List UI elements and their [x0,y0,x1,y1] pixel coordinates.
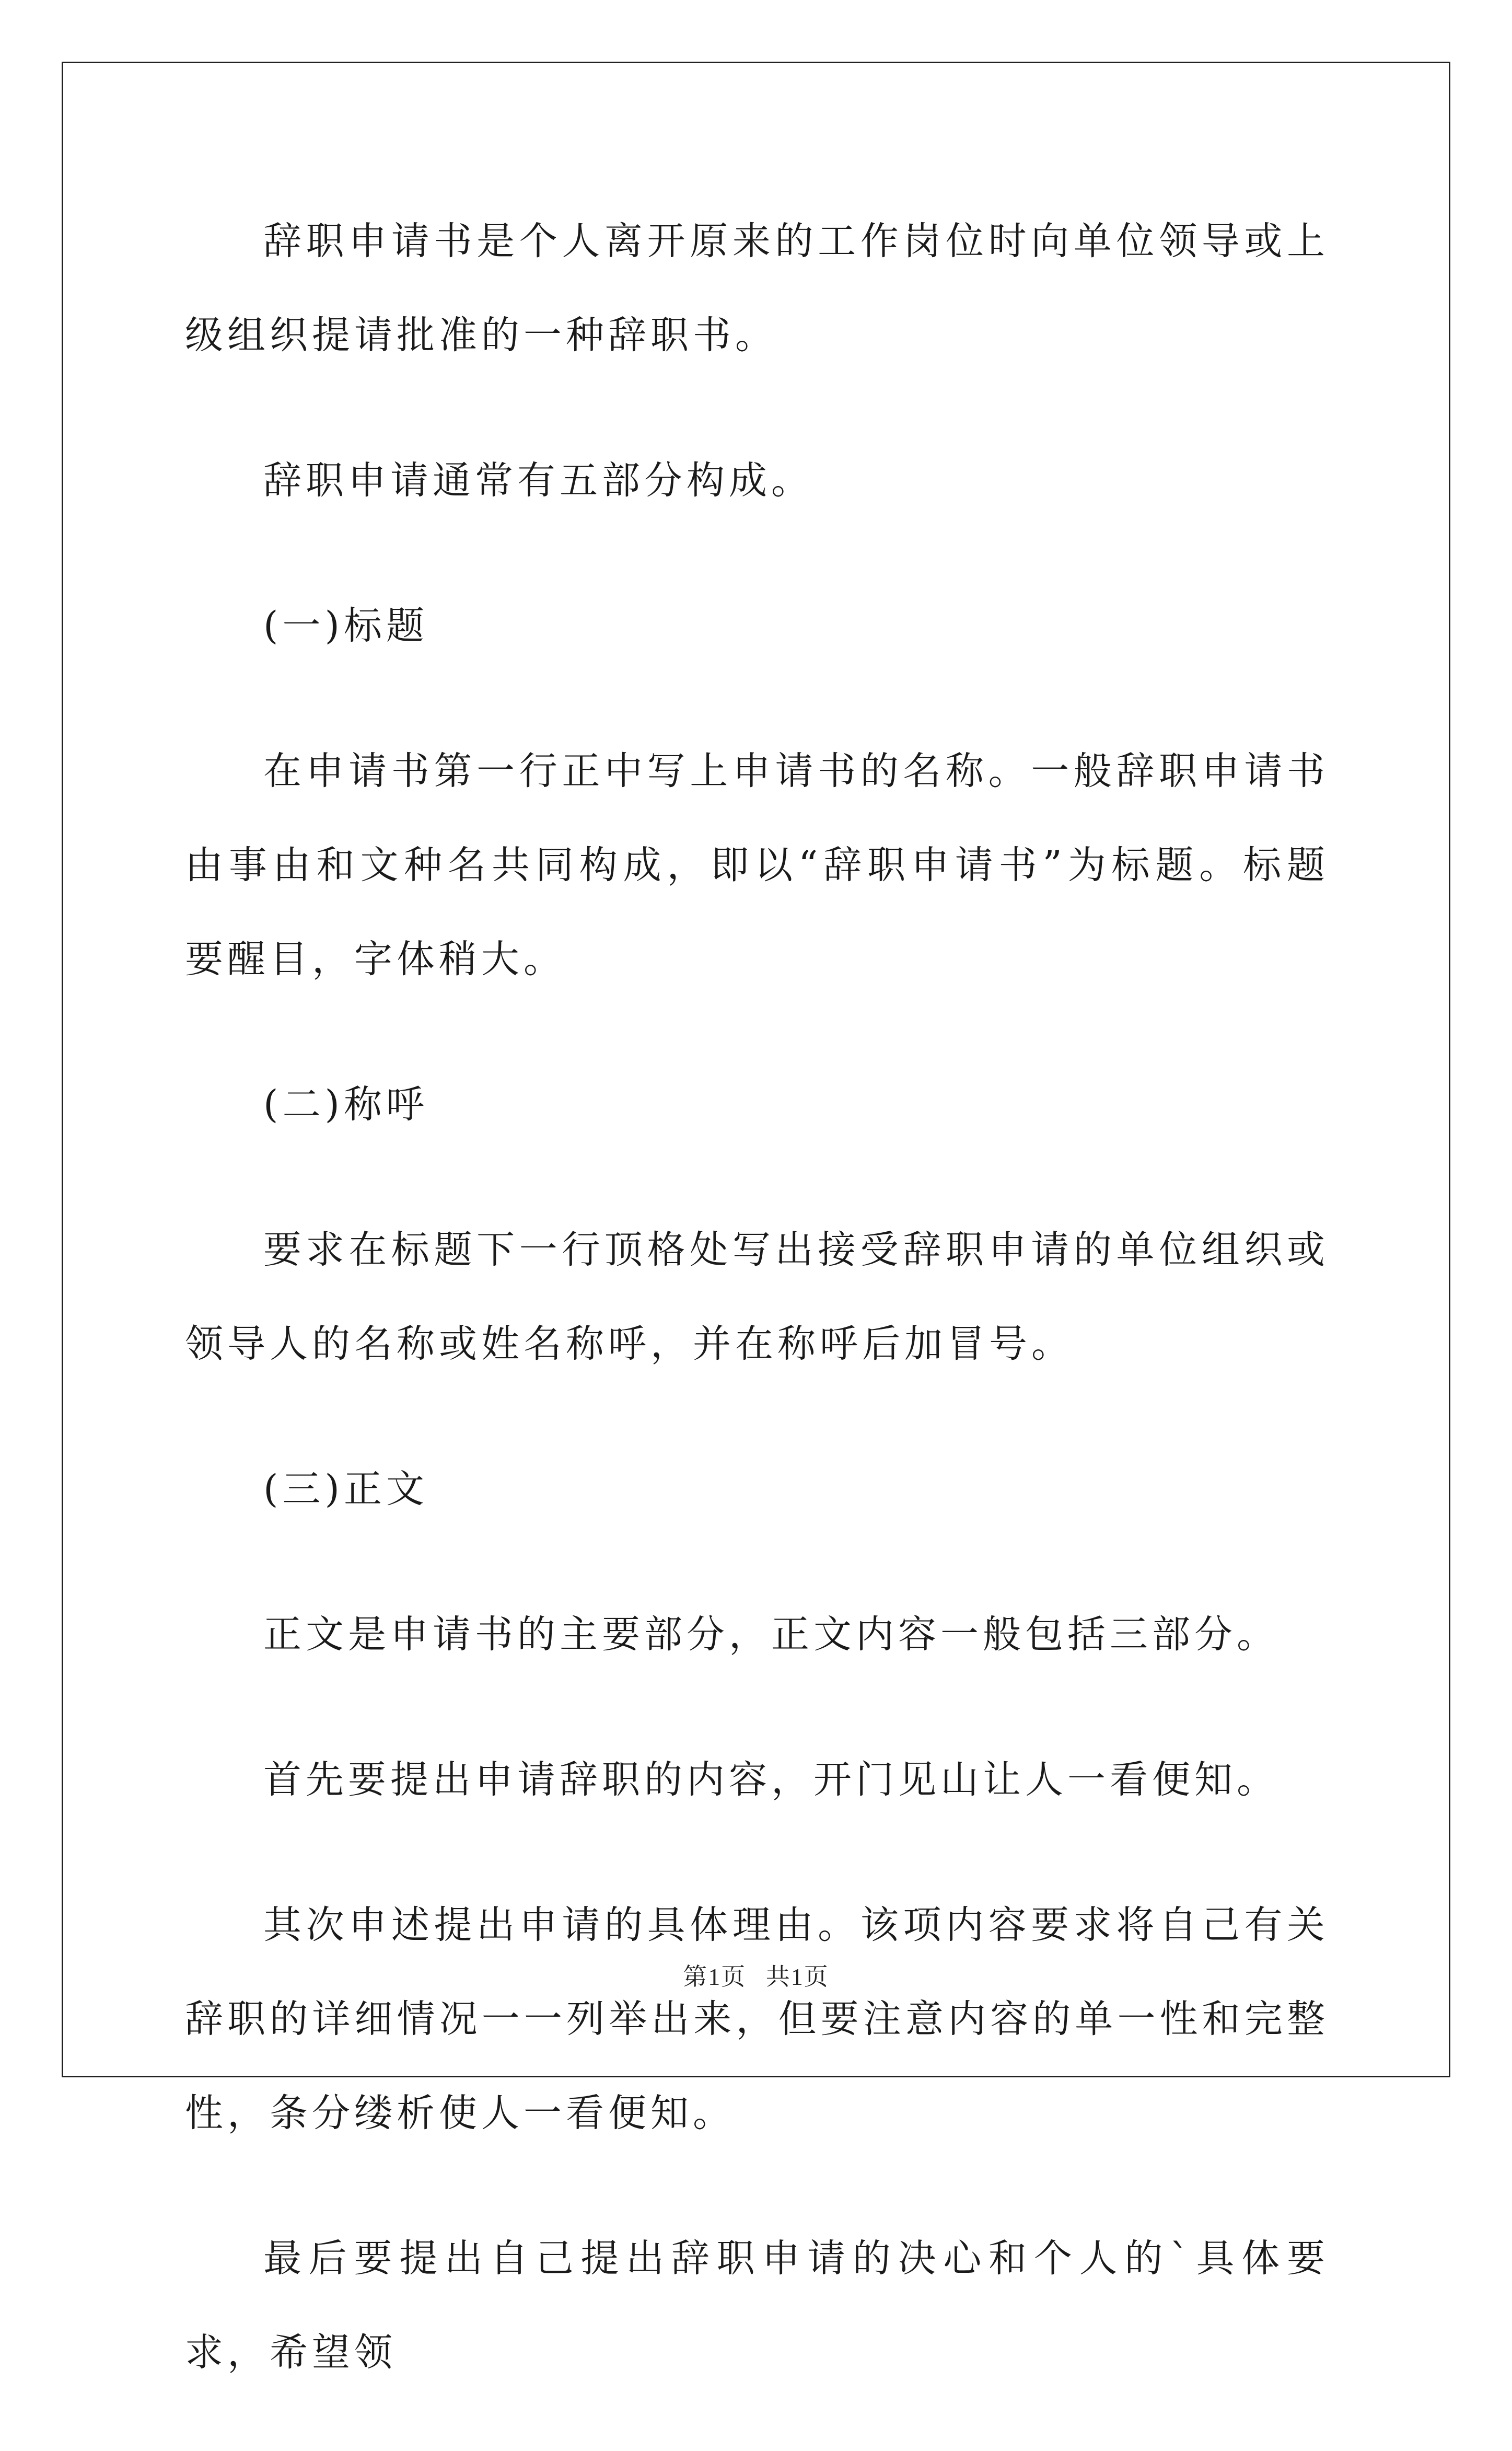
paragraph-structure: 辞职申请通常有五部分构成。 [263,458,813,503]
section-heading-salutation: (二)称呼 [263,1082,428,1127]
document-body [185,194,1329,2451]
paragraph-title-desc: 在申请书第一行正中写上申请书的名称。一般辞职申请书由事由和文种名共同构成，即以“辞职申请书”为标题。标题要醒目，字体稍大。 [185,749,1329,981]
paragraph-first: 首先要提出申请辞职的内容，开门见山让人一看便知。 [263,1758,1279,1802]
page-number: 第1页 [683,1963,747,1990]
paragraph-intro: 辞职申请书是个人离开原来的工作岗位时向单位领导或上级组织提请批准的一种辞职书。 [185,219,1329,357]
section-heading-body: (三)正文 [263,1467,428,1511]
paragraph-second: 其次申述提出申请的具体理由。该项内容要求将自己有关辞职的详细情况一一列举出来，但要注意内容的单一性和完整性，条分缕析使人一看便知。 [185,1903,1329,2135]
paragraph-last: 最后要提出自己提出辞职申请的决心和个人的`具体要求，希望领 [185,2236,1329,2375]
section-heading-title: (一)标题 [263,604,428,648]
paragraph-salutation-desc: 要求在标题下一行顶格处写出接受辞职申请的单位组织或领导人的名称或姓名称呼，并在称呼后加冒号。 [185,1228,1329,1366]
paragraph-body-desc: 正文是申请书的主要部分，正文内容一般包括三部分。 [263,1612,1279,1657]
page-footer [0,1958,1512,1992]
page-total: 共1页 [765,1963,829,1990]
